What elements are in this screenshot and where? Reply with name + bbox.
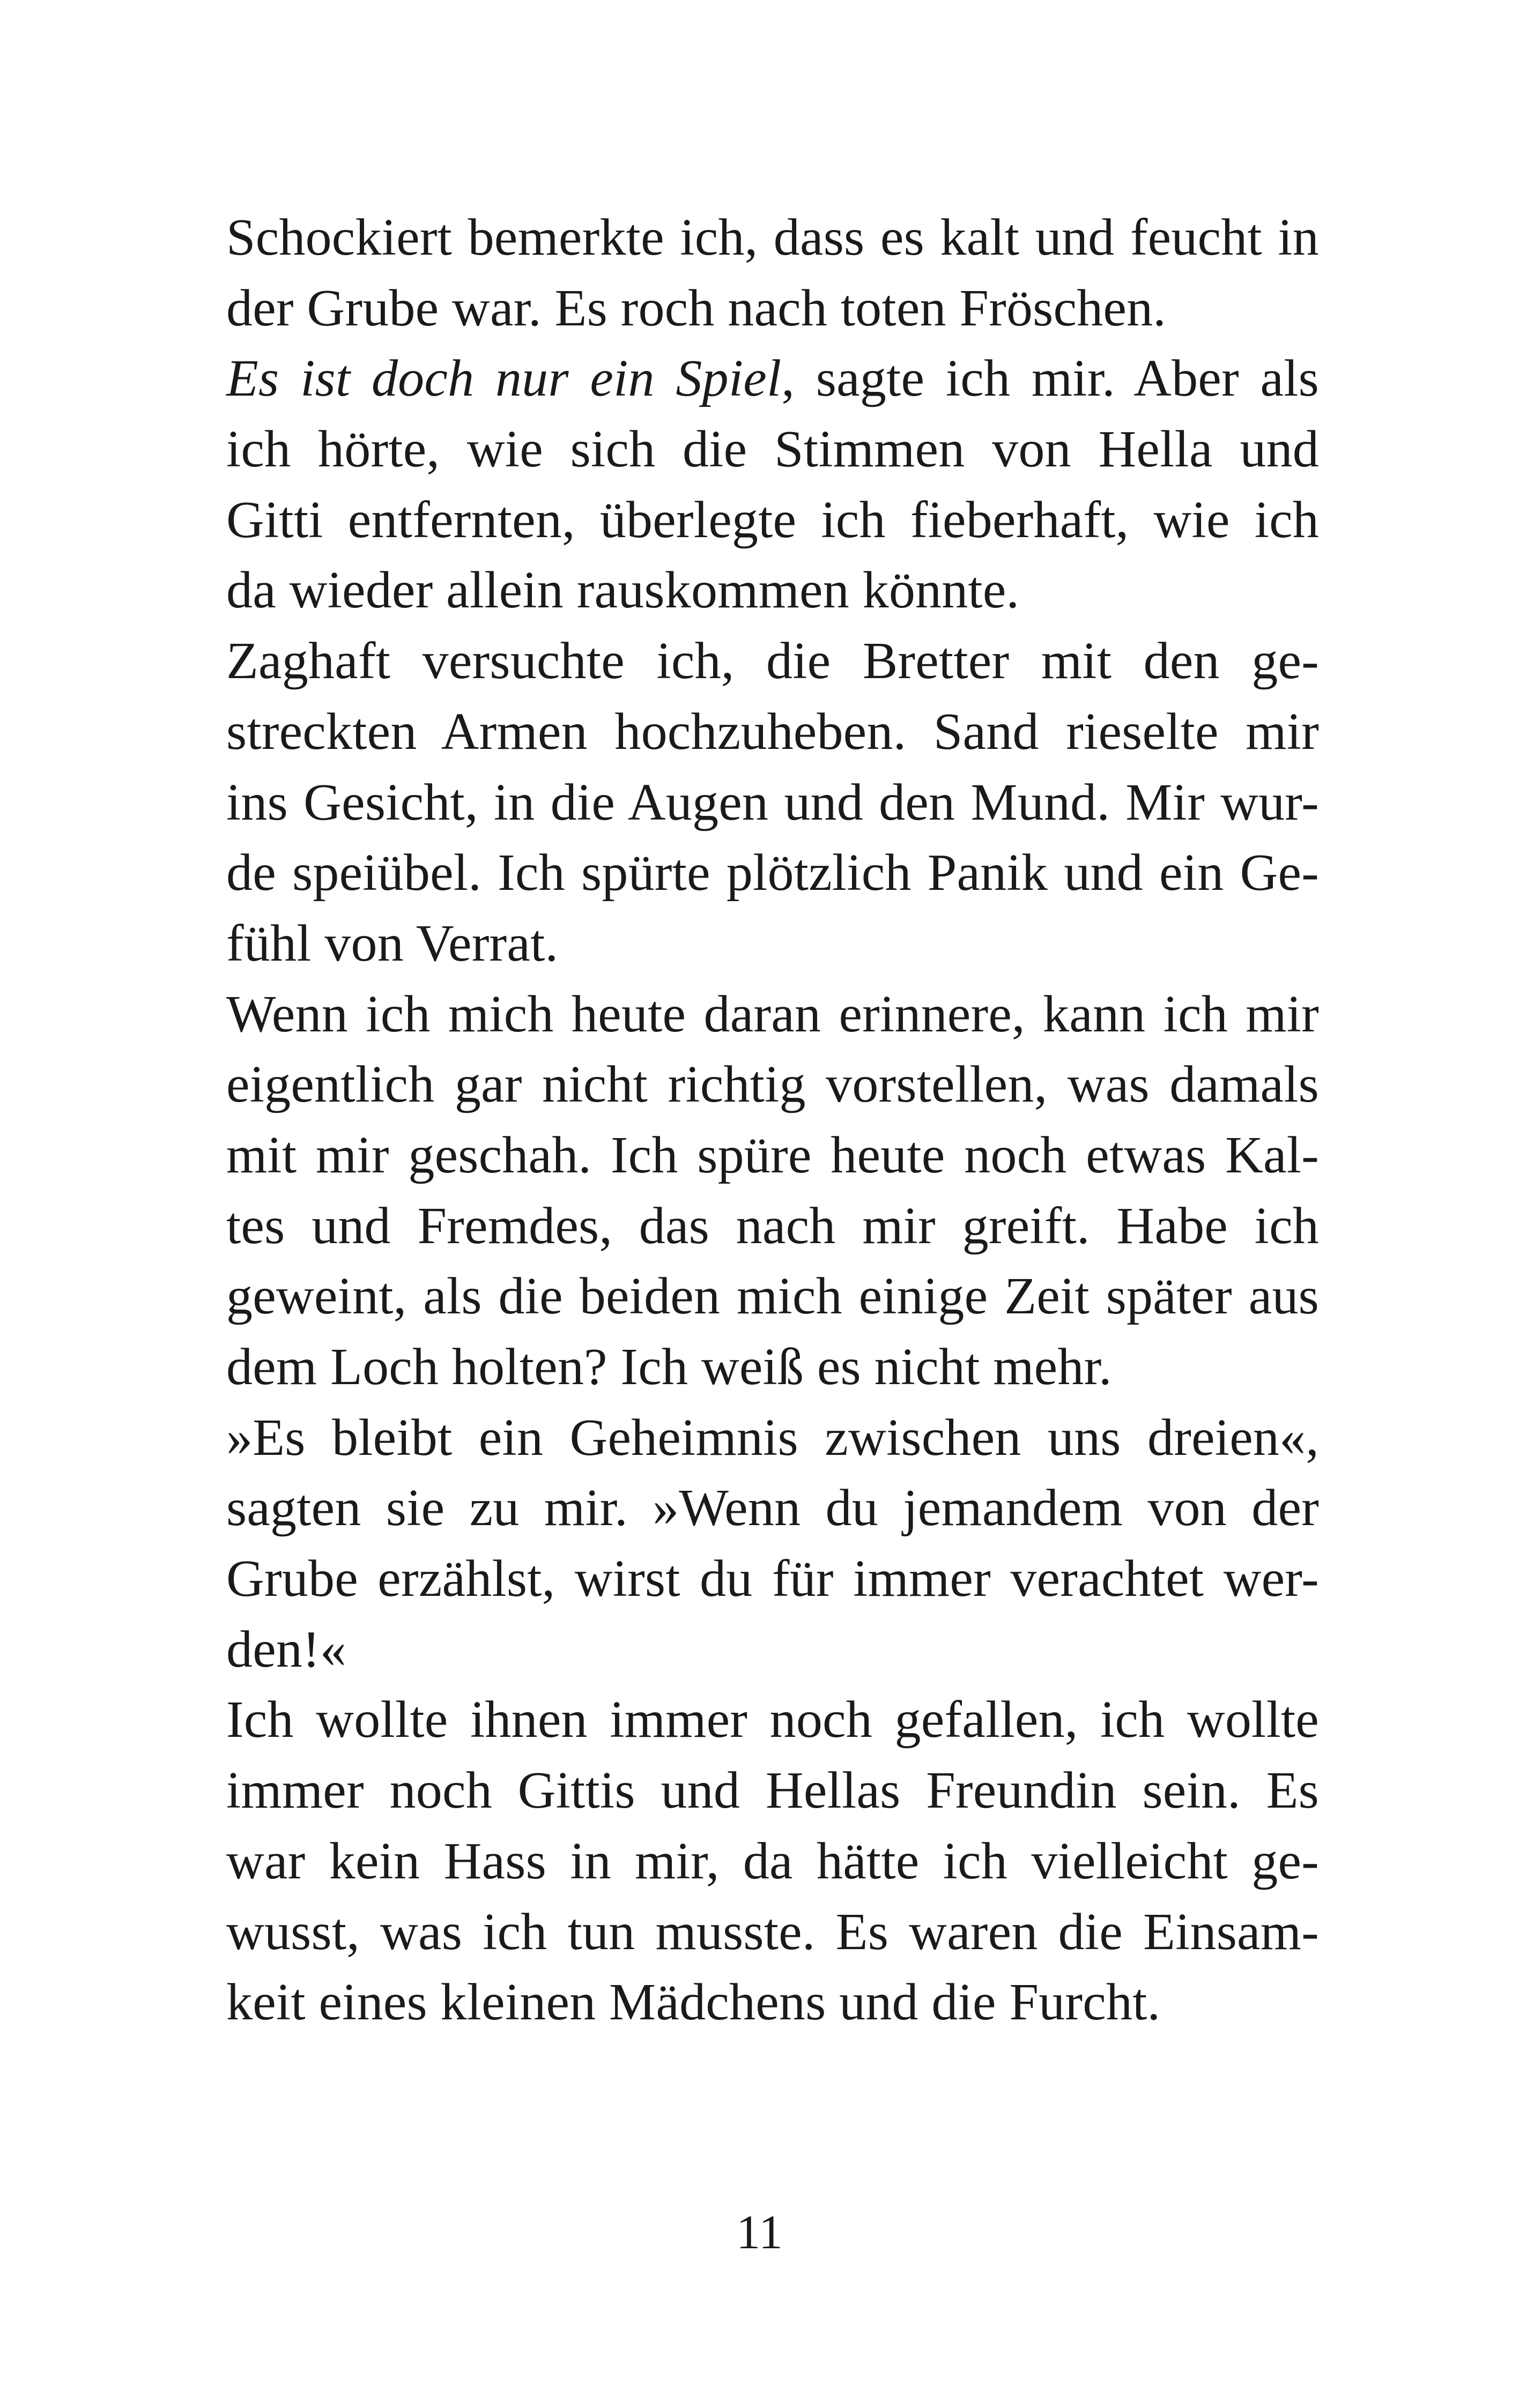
text-line — [226, 555, 1319, 626]
text-segment: keit eines kleinen Mädchens und die Furcht. — [226, 1973, 1161, 2032]
text-line — [226, 697, 1319, 768]
italic-text: Es ist doch nur ein Spiel — [226, 350, 782, 408]
text-segment: den!« — [226, 1620, 347, 1678]
text-segment: tes und Fremdes, das nach mir greift. Habe ich — [226, 1196, 1319, 1255]
text-segment: sagten sie zu mir. »Wenn du jemandem von der — [226, 1479, 1319, 1537]
text-segment: Grube erzählst, wirst du für immer verachtet wer- — [226, 1550, 1319, 1608]
text-line — [226, 1473, 1319, 1544]
text-line — [226, 1332, 1319, 1403]
text-line — [226, 909, 1319, 979]
text-line — [226, 1191, 1319, 1262]
paragraph — [226, 1685, 1319, 2038]
text-segment: fühl von Verrat. — [226, 914, 559, 972]
text-segment: Wenn ich mich heute daran erinnere, kann ich mir — [226, 985, 1319, 1043]
text-line — [226, 1544, 1319, 1615]
paragraph — [226, 626, 1319, 979]
text-segment: Gitti entfernten, überlegte ich fieberhaft, wie ich — [226, 490, 1319, 549]
text-segment: dem Loch holten? Ich weiß es nicht mehr. — [226, 1338, 1112, 1396]
paragraph — [226, 1403, 1319, 1685]
text-segment: ins Gesicht, in die Augen und den Mund. Mir wur- — [226, 773, 1319, 831]
text-segment: immer noch Gittis und Hellas Freundin sein. Es — [226, 1762, 1319, 1820]
text-line — [226, 626, 1319, 697]
text-segment: Schockiert bemerkte ich, dass es kalt und feucht in — [226, 209, 1319, 266]
text-segment: , sagte ich mir. Aber als — [781, 350, 1319, 408]
text-line — [226, 838, 1319, 909]
text-line — [226, 485, 1319, 556]
text-segment: streckten Armen hochzuheben. Sand rieselte mir — [226, 702, 1319, 761]
text-segment: mit mir geschah. Ich spüre heute noch etwas Kal- — [226, 1126, 1319, 1184]
text-line — [226, 344, 1319, 414]
text-line — [226, 1120, 1319, 1191]
text-line — [226, 1826, 1319, 1897]
paragraph — [226, 344, 1319, 626]
text-segment: de speiübel. Ich spürte plötzlich Panik und ein Ge- — [226, 844, 1319, 902]
text-line — [226, 1756, 1319, 1826]
text-line — [226, 273, 1319, 344]
text-line — [226, 1615, 1319, 1685]
text-segment: wusst, was ich tun musste. Es waren die Einsam- — [226, 1902, 1319, 1961]
text-segment: eigentlich gar nicht richtig vorstellen, was damals — [226, 1056, 1319, 1114]
paragraph — [226, 203, 1319, 344]
text-line — [226, 1967, 1319, 2038]
page-number: 11 — [736, 2206, 783, 2259]
text-segment: geweint, als die beiden mich einige Zeit später aus — [226, 1267, 1319, 1326]
text-segment: Ich wollte ihnen immer noch gefallen, ich wollte — [226, 1691, 1319, 1749]
text-line — [226, 1261, 1319, 1332]
text-line — [226, 979, 1319, 1050]
paragraph — [226, 979, 1319, 1403]
body-text — [226, 203, 1319, 2038]
text-segment: Zaghaft versuchte ich, die Bretter mit den ge- — [226, 632, 1319, 690]
text-line — [226, 1685, 1319, 1756]
text-line — [226, 1050, 1319, 1120]
text-segment: war kein Hass in mir, da hätte ich vielleicht ge- — [226, 1832, 1319, 1890]
text-line — [226, 414, 1319, 485]
text-segment: ich hörte, wie sich die Stimmen von Hella und — [226, 420, 1319, 479]
text-line — [226, 1403, 1319, 1474]
text-line — [226, 1897, 1319, 1968]
text-segment: »Es bleibt ein Geheimnis zwischen uns dreien«, — [226, 1408, 1319, 1467]
text-segment: der Grube war. Es roch nach toten Fröschen. — [226, 279, 1166, 337]
text-line — [226, 203, 1319, 273]
text-line — [226, 768, 1319, 838]
text-segment: da wieder allein rauskommen könnte. — [226, 561, 1020, 620]
